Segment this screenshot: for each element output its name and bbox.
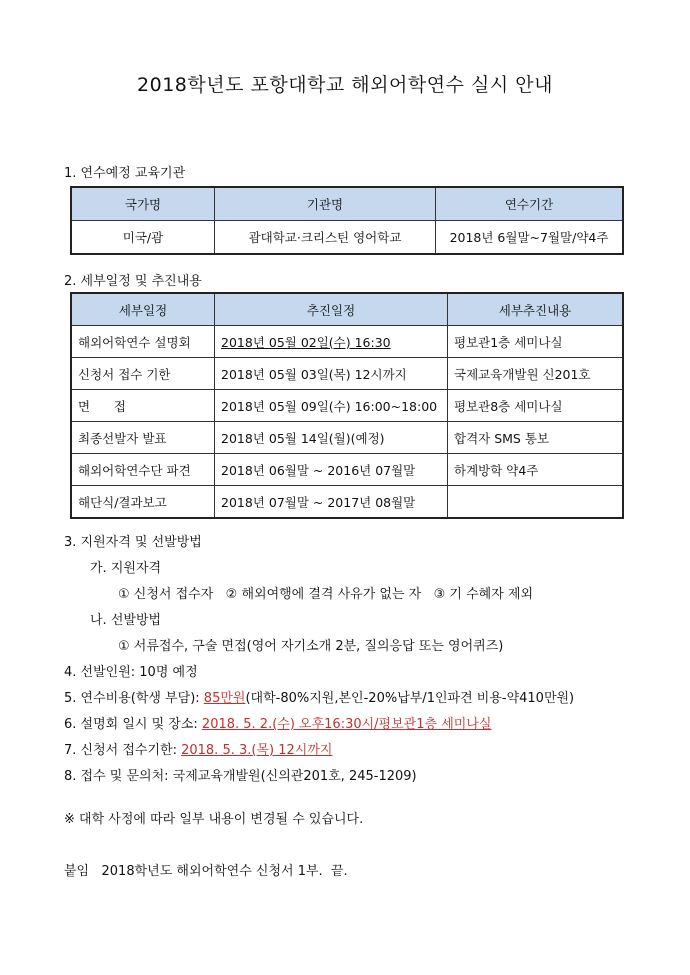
cell-event: 해외어학연수 설명회 [71,326,215,358]
page-title: 2018학년도 포항대학교 해외어학연수 실시 안내 [137,74,553,96]
institution-table [70,186,624,255]
cell-detail: 합격자 SMS 통보 [448,422,624,454]
eligibility-heading: 가. 지원자격 [90,561,162,576]
schedule-table [70,292,624,519]
cost-highlight: 85만원 [203,691,246,706]
header-period: 연수기간 [436,187,624,221]
item-deadline [64,739,332,758]
cell-date: 2018년 05월 14일(월)(예정) [215,422,448,454]
cell-country: 미국/괌 [71,221,215,255]
briefing-label: 6. 설명회 일시 및 장소: [64,717,202,732]
cell-period: 2018년 6월말~7월말/약4주 [436,221,624,255]
table-row [71,221,623,255]
cost-label: 5. 연수비용(학생 부담): [64,691,204,706]
header-date: 추진일정 [215,293,448,326]
cell-detail: 하계방학 약4주 [448,454,624,486]
item-briefing [64,713,491,732]
table-row [71,454,623,486]
section1-heading: 1. 연수예정 교육기관 [64,166,186,181]
cell-event: 면 접 [71,390,215,422]
item-quota: 4. 선발인원: 10명 예정 [64,665,198,680]
cost-detail: (대학-80%지원,본인-20%납부/1인파견 비용-약410만원) [245,691,575,706]
table-row [71,390,623,422]
notice: ※ 대학 사정에 따라 일부 내용이 변경될 수 있습니다. [64,812,364,827]
cell-event: 신청서 접수 기한 [71,358,215,390]
eligibility-items: ① 신청서 접수자 ② 해외여행에 결격 사유가 없는 자 ③ 기 수혜자 제외 [118,587,534,602]
cell-detail: 평보관8층 세미나실 [448,390,624,422]
briefing-highlight: 2018. 5. 2.(수) 오후16:30시/평보관1층 세미나실 [201,717,492,732]
item-cost [64,687,574,706]
table-header-row [71,187,623,221]
table-row [71,486,623,519]
cell-date: 2018년 06월말 ~ 2016년 07월말 [215,454,448,486]
header-schedule: 세부일정 [71,293,215,326]
cell-detail [448,486,624,519]
section2-heading: 2. 세부일정 및 추진내용 [64,274,202,289]
table-header-row [71,293,623,326]
deadline-label: 7. 신청서 접수기한: [64,743,182,758]
selection-heading: 나. 선발방법 [90,613,162,628]
deadline-highlight: 2018. 5. 3.(목) 12시까지 [181,743,333,758]
table-row [71,422,623,454]
section3-heading: 3. 지원자격 및 선발방법 [64,535,202,550]
cell-event: 해단식/결과보고 [71,486,215,519]
cell-institution: 괌대학교·크리스틴 영어학교 [215,221,436,255]
header-country: 국가명 [71,187,215,221]
table-row [71,358,623,390]
table-row [71,326,623,358]
attachment: 붙임 2018학년도 해외어학연수 신청서 1부. 끝. [64,864,348,879]
cell-date: 2018년 05월 03일(목) 12시까지 [215,358,448,390]
selection-items: ① 서류접수, 구술 면접(영어 자기소개 2분, 질의응답 또는 영어퀴즈) [118,639,504,654]
cell-date: 2018년 07월말 ~ 2017년 08월말 [215,486,448,519]
header-institution: 기관명 [215,187,436,221]
cell-detail: 평보관1층 세미나실 [448,326,624,358]
header-detail: 세부추진내용 [448,293,624,326]
cell-date: 2018년 05월 02일(수) 16:30 [215,326,448,358]
cell-event: 해외어학연수단 파견 [71,454,215,486]
cell-detail: 국제교육개발원 신201호 [448,358,624,390]
cell-event: 최종선발자 발표 [71,422,215,454]
item-contact: 8. 접수 및 문의처: 국제교육개발원(신의관201호, 245-1209) [64,769,417,784]
cell-date: 2018년 05월 09일(수) 16:00~18:00 [215,390,448,422]
